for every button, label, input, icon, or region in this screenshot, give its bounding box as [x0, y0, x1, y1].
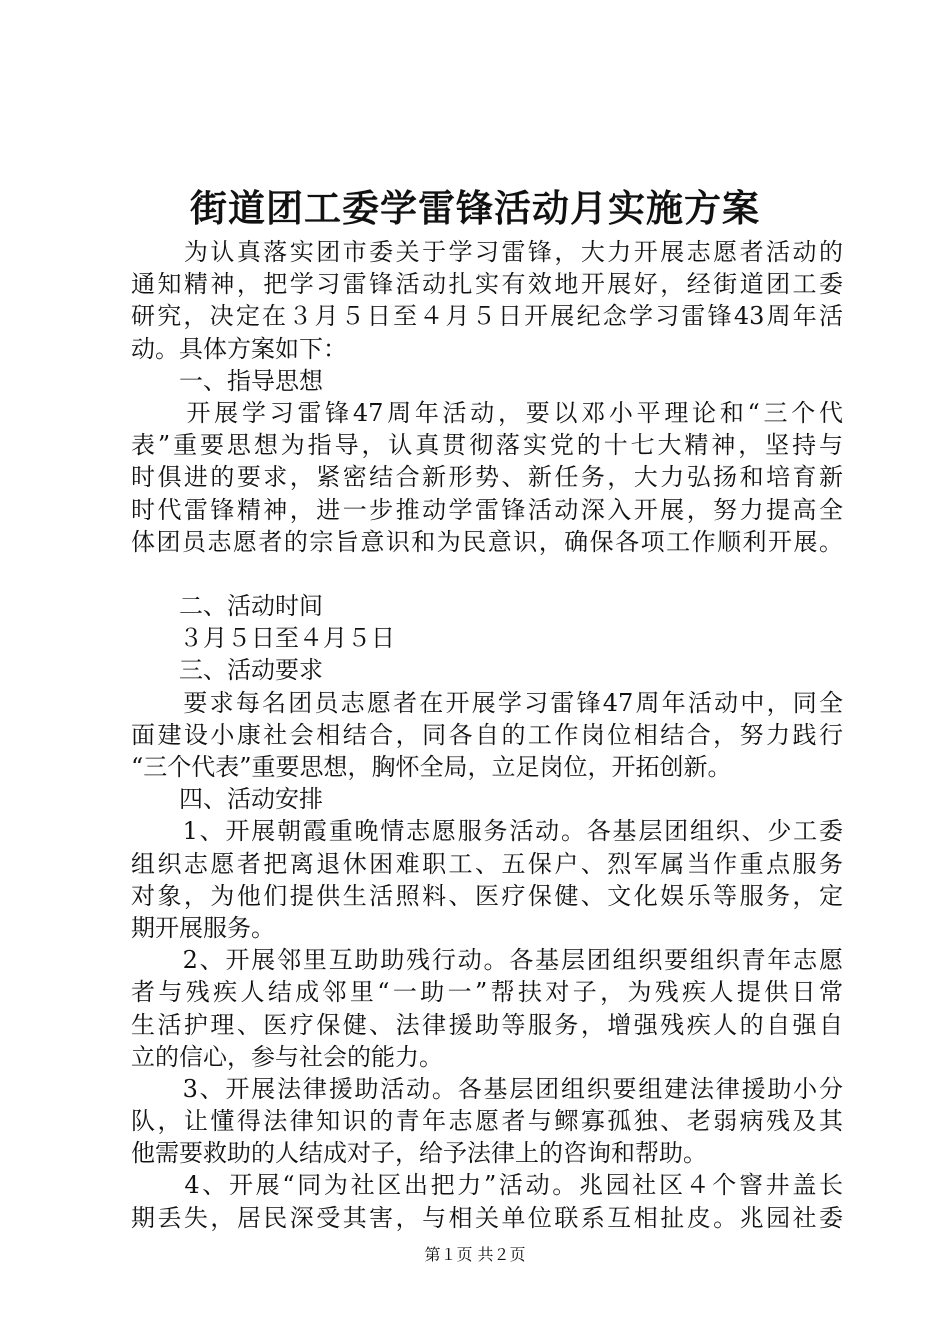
- section-heading: 四、活动安排: [131, 785, 323, 814]
- paragraph-line: 立的信心，参与社会的能力。: [131, 1042, 443, 1071]
- paragraph-line: 体团员志愿者的宗旨意识和为民意识，确保各项工作顺利开展。: [131, 527, 843, 556]
- paragraph-line: 时俱进的要求，紧密结合新形势、新任务，大力弘扬和培育新: [131, 463, 843, 492]
- section-heading: 二、活动时间: [131, 592, 323, 621]
- paragraph-line: 3、开展法律援助活动。各基层团组织要组建法律援助小分: [131, 1074, 843, 1103]
- paragraph-line: 表”重要思想为指导，认真贯彻落实党的十七大精神，坚持与: [131, 431, 843, 460]
- paragraph-line: 1、开展朝霞重晚情志愿服务活动。各基层团组织、少工委: [131, 817, 843, 846]
- paragraph-line: 期开展服务。: [131, 913, 275, 942]
- paragraph-line: 队，让懂得法律知识的青年志愿者与鳏寡孤独、老弱病残及其: [131, 1107, 843, 1136]
- paragraph-line: 为认真落实团市委关于学习雷锋，大力开展志愿者活动的: [131, 238, 843, 266]
- paragraph-line: 4、开展“同为社区出把力”活动。兆园社区４个窨井盖长: [131, 1171, 843, 1200]
- document-title: 街道团工委学雷锋活动月实施方案: [190, 186, 760, 230]
- section-heading: 三、活动要求: [131, 656, 323, 685]
- page-footer: 第１页 共２页: [424, 1245, 526, 1264]
- paragraph-line: 时代雷锋精神，进一步推动学雷锋活动深入开展，努力提高全: [131, 495, 843, 524]
- paragraph-line: 期丢失，居民深受其害，与相关单位联系互相扯皮。兆园社委: [131, 1203, 843, 1232]
- paragraph-line: 生活护理、医疗保健、法律援助等服务，增强残疾人的自强自: [131, 1010, 843, 1039]
- paragraph-line: 动。具体方案如下：: [131, 334, 347, 363]
- paragraph-line: 面建设小康社会相结合，同各自的工作岗位相结合，努力践行: [131, 720, 843, 749]
- paragraph-line: 组织志愿者把离退休困难职工、五保户、烈军属当作重点服务: [131, 849, 843, 878]
- paragraph-line: 者与残疾人结成邻里“一助一”帮扶对子，为残疾人提供日常: [131, 978, 843, 1007]
- section-heading: 一、指导思想: [131, 366, 323, 395]
- paragraph-line: 要求每名团员志愿者在开展学习雷锋47周年活动中，同全: [131, 688, 843, 717]
- paragraph-line: ３月５日至４月５日: [131, 624, 395, 653]
- paragraph-line: 他需要救助的人结成对子，给予法律上的咨询和帮助。: [131, 1139, 707, 1168]
- paragraph-line: 研究，决定在３月５日至４月５日开展纪念学习雷锋43周年活: [131, 302, 843, 331]
- paragraph-line: 开展学习雷锋47周年活动，要以邓小平理论和“三个代: [131, 398, 843, 427]
- paragraph-line: “三个代表”重要思想，胸怀全局，立足岗位，开拓创新。: [131, 753, 732, 781]
- paragraph-line: 通知精神，把学习雷锋活动扎实有效地开展好，经街道团工委: [131, 270, 843, 299]
- blank-line: [131, 558, 843, 590]
- paragraph-line: 对象，为他们提供生活照料、医疗保健、文化娱乐等服务，定: [131, 881, 843, 910]
- paragraph-line: 2、开展邻里互助助残行动。各基层团组织要组织青年志愿: [131, 946, 843, 975]
- document-body: [131, 236, 843, 1234]
